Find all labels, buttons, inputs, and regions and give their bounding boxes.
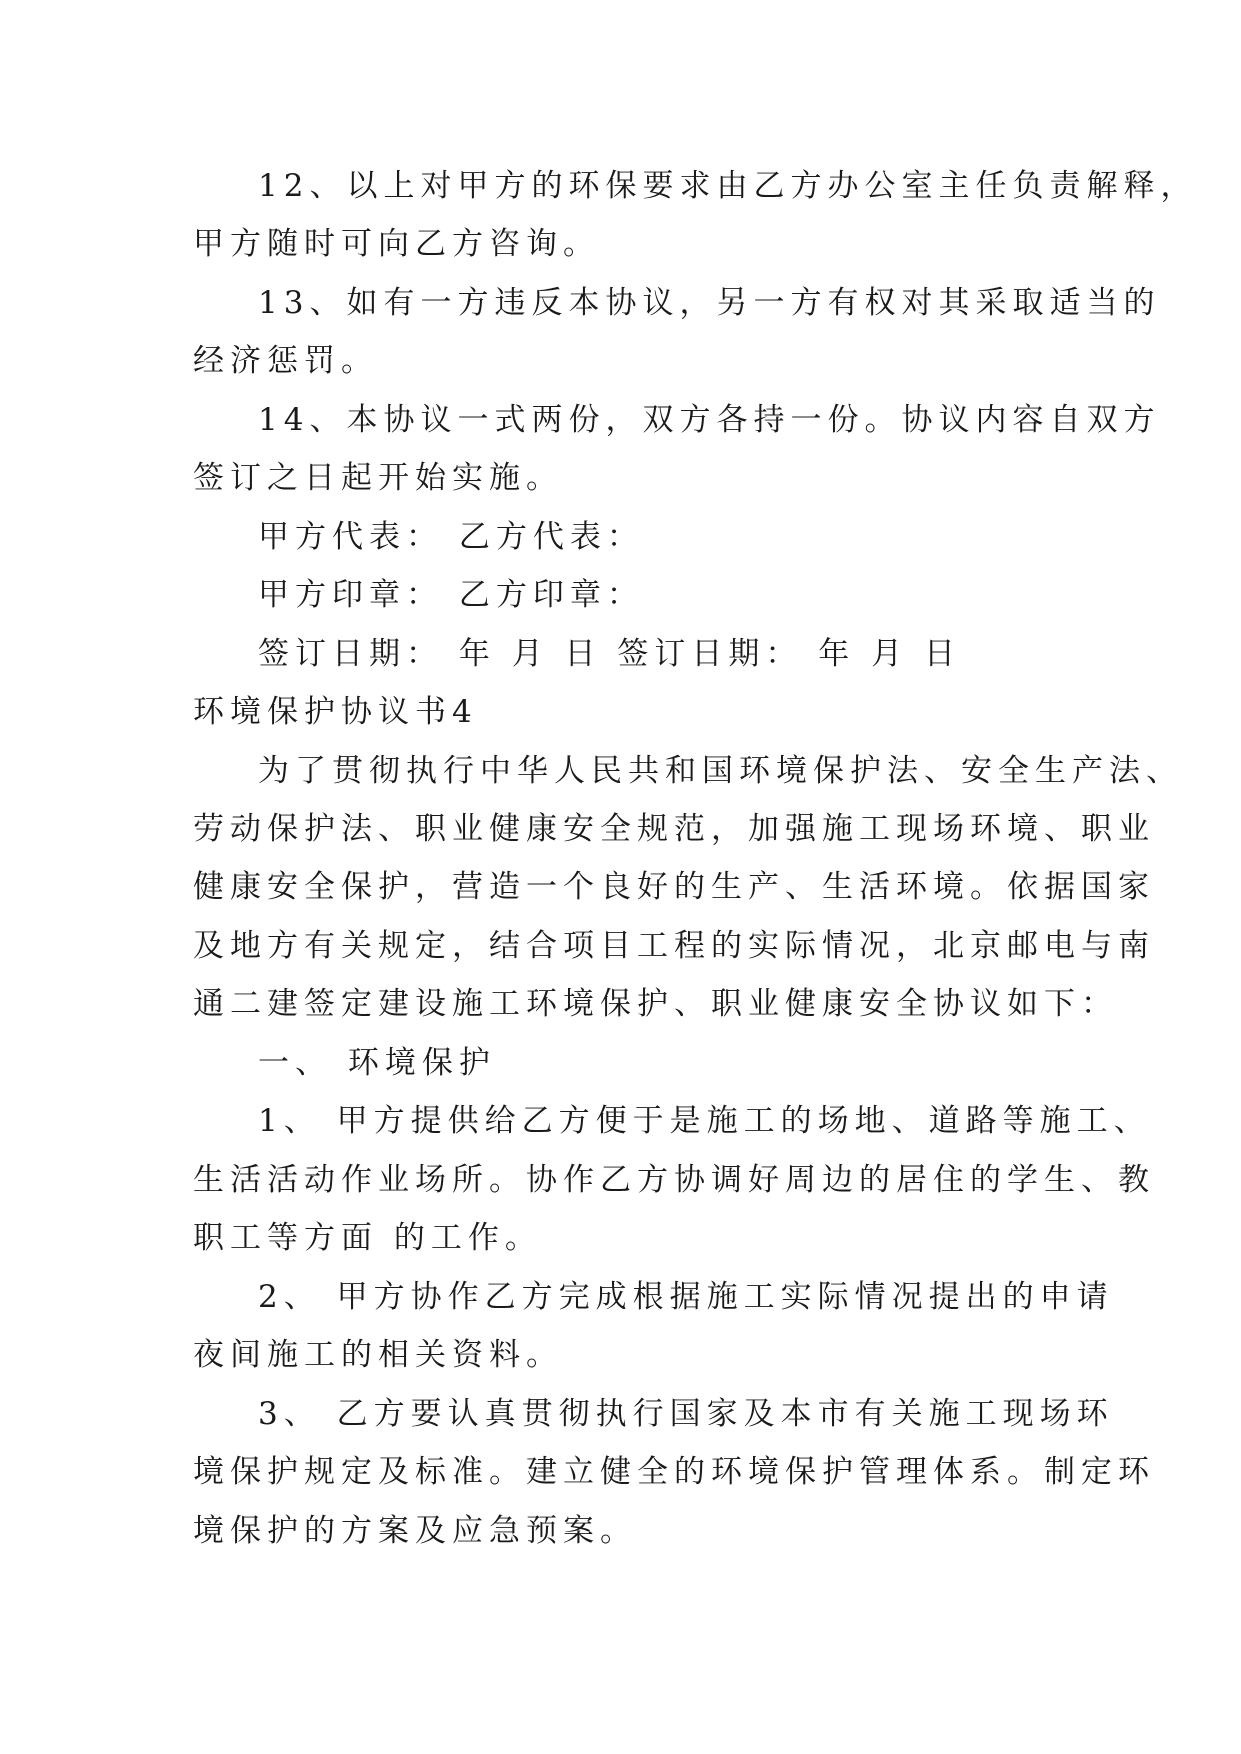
clause-14-line-2: 签订之日起开始实施。 <box>193 460 563 496</box>
item-3-line-3: 境保护的方案及应急预案。 <box>193 1513 637 1549</box>
intro-line-2: 劳动保护法、职业健康安全规范，加强施工现场环境、职业 <box>193 811 1155 847</box>
intro-line-3: 健康安全保护，营造一个良好的生产、生活环境。依据国家 <box>193 869 1155 905</box>
section-title: 环境保护协议书4 <box>193 694 478 730</box>
intro-line-4: 及地方有关规定，结合项目工程的实际情况，北京邮电与南 <box>193 928 1155 964</box>
clause-12-line-2: 甲方随时可向乙方咨询。 <box>193 226 600 262</box>
signature-representatives: 甲方代表： 乙方代表： <box>258 519 644 555</box>
clause-12-line-1: 12、以上对甲方的环保要求由乙方办公室主任负责解释， <box>258 168 1198 204</box>
item-3-line-1: 3、 乙方要认真贯彻执行国家及本市有关施工现场环 <box>258 1396 1114 1432</box>
signature-seals: 甲方印章： 乙方印章： <box>258 577 644 613</box>
clause-14-line-1: 14、本协议一式两份，双方各持一份。协议内容自双方 <box>258 402 1161 438</box>
signature-dates: 签订日期： 年 月 日 签订日期： 年 月 日 <box>258 636 961 672</box>
intro-line-1: 为了贯彻执行中华人民共和国环境保护法、安全生产法、 <box>258 753 1183 789</box>
heading-environmental-protection: 一、 环境保护 <box>258 1045 496 1081</box>
clause-13-line-1: 13、如有一方违反本协议，另一方有权对其采取适当的 <box>258 285 1161 321</box>
intro-line-5: 通二建签定建设施工环境保护、职业健康安全协议如下： <box>193 986 1118 1022</box>
item-1-line-3: 职工等方面 的工作。 <box>193 1220 542 1256</box>
item-1-line-1: 1、 甲方提供给乙方便于是施工的场地、道路等施工、 <box>258 1103 1151 1139</box>
item-2-line-1: 2、 甲方协作乙方完成根据施工实际情况提出的申请 <box>258 1279 1114 1315</box>
item-3-line-2: 境保护规定及标准。建立健全的环境保护管理体系。制定环 <box>193 1454 1155 1490</box>
clause-13-line-2: 经济惩罚。 <box>193 343 378 379</box>
item-2-line-2: 夜间施工的相关资料。 <box>193 1337 563 1373</box>
item-1-line-2: 生活活动作业场所。协作乙方协调好周边的居住的学生、教 <box>193 1162 1155 1198</box>
